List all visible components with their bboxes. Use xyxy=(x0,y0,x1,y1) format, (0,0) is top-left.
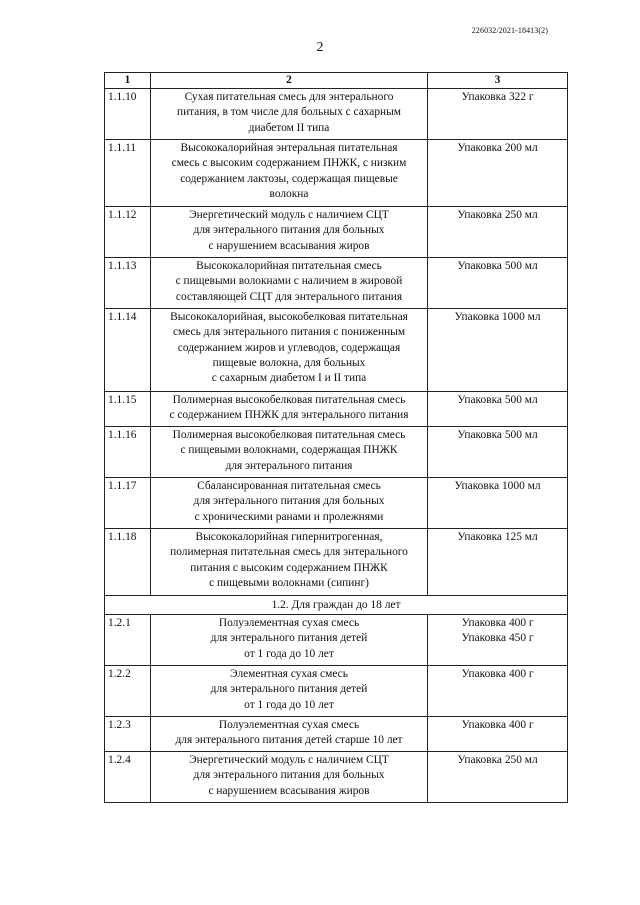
item-packaging xyxy=(428,717,568,752)
description-line: от 1 года до 10 лет xyxy=(244,698,334,711)
description-line: с пищевыми волокнами (сипинг) xyxy=(209,576,369,589)
description-line: с содержанием ПНЖК для энтерального питания xyxy=(169,409,409,422)
packaging-line: Упаковка 200 мл xyxy=(457,142,538,155)
item-packaging xyxy=(428,529,568,596)
packaging-line: Упаковка 250 мл xyxy=(457,754,538,767)
description-line: питания, в том числе для больных с сахарным xyxy=(176,106,402,119)
item-number: 1.1.14 xyxy=(105,309,151,392)
description-line: для энтерального питания детей xyxy=(210,683,368,696)
description-line: для энтерального питания детей старше 10 лет xyxy=(175,734,403,747)
description-line: с пищевыми волокнами, содержащая ПНЖК xyxy=(180,444,398,457)
column-header-1: 1 xyxy=(105,73,151,89)
item-packaging xyxy=(428,392,568,427)
item-description xyxy=(151,89,428,140)
description-line: Сбалансированная питательная смесь xyxy=(197,480,381,493)
item-description xyxy=(151,207,428,258)
column-header-3: 3 xyxy=(428,73,568,89)
section-row xyxy=(105,596,568,615)
description-line: Высококалорийная энтеральная питательная xyxy=(180,142,398,155)
item-packaging xyxy=(428,427,568,478)
item-packaging xyxy=(428,207,568,258)
item-packaging xyxy=(428,666,568,717)
item-number: 1.2.3 xyxy=(105,717,151,752)
description-line: Энергетический модуль с наличием СЦТ xyxy=(189,754,389,767)
table-row xyxy=(105,529,568,596)
item-description xyxy=(151,752,428,803)
description-line: Высококалорийная питательная смесь xyxy=(196,260,382,273)
packaging-line: Упаковка 125 мл xyxy=(457,531,538,544)
item-description xyxy=(151,666,428,717)
table-row xyxy=(105,392,568,427)
description-line: составляющей СЦТ для энтерального питания xyxy=(175,290,403,303)
description-line: волокна xyxy=(269,187,309,200)
table-row xyxy=(105,615,568,666)
description-line: содержанием лактозы, содержащая пищевые xyxy=(180,172,398,185)
description-line: Полуэлементная сухая смесь xyxy=(218,719,360,732)
item-number: 1.1.12 xyxy=(105,207,151,258)
item-packaging xyxy=(428,615,568,666)
packaging-line: Упаковка 1000 мл xyxy=(454,480,541,493)
item-description xyxy=(151,392,428,427)
packaging-line: Упаковка 322 г xyxy=(461,91,534,104)
table-row xyxy=(105,89,568,140)
description-line: с нарушением всасывания жиров xyxy=(208,784,370,797)
item-number: 1.1.11 xyxy=(105,140,151,207)
description-line: пищевые волокна, для больных xyxy=(212,356,366,369)
table-row xyxy=(105,717,568,752)
description-line: от 1 года до 10 лет xyxy=(244,647,334,660)
description-line: с сахарным диабетом I и II типа xyxy=(211,372,367,385)
column-header-2: 2 xyxy=(151,73,428,89)
item-number: 1.1.18 xyxy=(105,529,151,596)
description-line: для энтерального питания xyxy=(225,459,353,472)
document-code: 226032/2021-18413(2) xyxy=(471,26,548,35)
item-description xyxy=(151,140,428,207)
item-packaging xyxy=(428,478,568,529)
table-row xyxy=(105,666,568,717)
description-line: Элементная сухая смесь xyxy=(230,668,348,681)
description-line: для энтерального питания для больных xyxy=(193,495,385,508)
description-line: Полимерная высокобелковая питательная смесь xyxy=(172,394,406,407)
table-header-row xyxy=(105,73,568,89)
item-packaging xyxy=(428,140,568,207)
description-line: смесь для энтерального питания с пониженным xyxy=(172,326,406,339)
packaging-line: Упаковка 1000 мл xyxy=(454,311,541,324)
description-line: для энтерального питания для больных xyxy=(193,224,385,237)
packaging-line: Упаковка 400 г xyxy=(461,617,534,630)
description-line: с хроническими ранами и пролежнями xyxy=(194,510,384,523)
item-number: 1.1.10 xyxy=(105,89,151,140)
page-number: 2 xyxy=(316,40,324,55)
item-number: 1.2.4 xyxy=(105,752,151,803)
table-row xyxy=(105,140,568,207)
item-description xyxy=(151,717,428,752)
item-description xyxy=(151,615,428,666)
description-line: для энтерального питания детей xyxy=(210,632,368,645)
section-title: 1.2. Для граждан до 18 лет xyxy=(105,596,568,615)
packaging-line: Упаковка 500 мл xyxy=(457,429,538,442)
table-body xyxy=(105,73,568,803)
table-row xyxy=(105,752,568,803)
item-number: 1.1.13 xyxy=(105,258,151,309)
table-row xyxy=(105,427,568,478)
description-line: Полимерная высокобелковая питательная смесь xyxy=(172,429,406,442)
packaging-line: Упаковка 500 мл xyxy=(457,260,538,273)
item-number: 1.2.1 xyxy=(105,615,151,666)
packaging-line: Упаковка 400 г xyxy=(461,668,534,681)
description-line: диабетом II типа xyxy=(248,121,330,134)
item-number: 1.1.17 xyxy=(105,478,151,529)
description-line: с нарушением всасывания жиров xyxy=(208,239,370,252)
packaging-line: Упаковка 500 мл xyxy=(457,394,538,407)
description-line: Высококалорийная, высокобелковая питательная xyxy=(170,311,408,324)
item-number: 1.2.2 xyxy=(105,666,151,717)
item-description xyxy=(151,309,428,392)
item-packaging xyxy=(428,752,568,803)
item-description xyxy=(151,258,428,309)
table-row xyxy=(105,309,568,392)
packaging-line: Упаковка 450 г xyxy=(461,632,534,645)
item-description xyxy=(151,427,428,478)
item-description xyxy=(151,529,428,596)
description-line: Высококалорийная гипернитрогенная, xyxy=(195,531,383,544)
specification-table xyxy=(104,72,568,803)
item-number: 1.1.16 xyxy=(105,427,151,478)
item-number: 1.1.15 xyxy=(105,392,151,427)
description-line: Сухая питательная смесь для энтерального xyxy=(184,91,394,104)
table-row xyxy=(105,258,568,309)
item-description xyxy=(151,478,428,529)
description-line: полимерная питательная смесь для энтерального xyxy=(170,546,408,559)
table-row xyxy=(105,207,568,258)
packaging-line: Упаковка 250 мл xyxy=(457,209,538,222)
packaging-line: Упаковка 400 г xyxy=(461,719,534,732)
table-row xyxy=(105,478,568,529)
item-packaging xyxy=(428,89,568,140)
description-line: с пищевыми волокнами с наличием в жировой xyxy=(175,275,403,288)
item-packaging xyxy=(428,309,568,392)
description-line: Энергетический модуль с наличием СЦТ xyxy=(189,209,389,222)
description-line: содержанием жиров и углеводов, содержащая xyxy=(177,341,401,354)
description-line: питания с высоким содержанием ПНЖК xyxy=(190,561,388,574)
description-line: смесь с высоким содержанием ПНЖК, с низким xyxy=(171,157,407,170)
item-packaging xyxy=(428,258,568,309)
description-line: для энтерального питания для больных xyxy=(193,769,385,782)
description-line: Полуэлементная сухая смесь xyxy=(218,617,360,630)
